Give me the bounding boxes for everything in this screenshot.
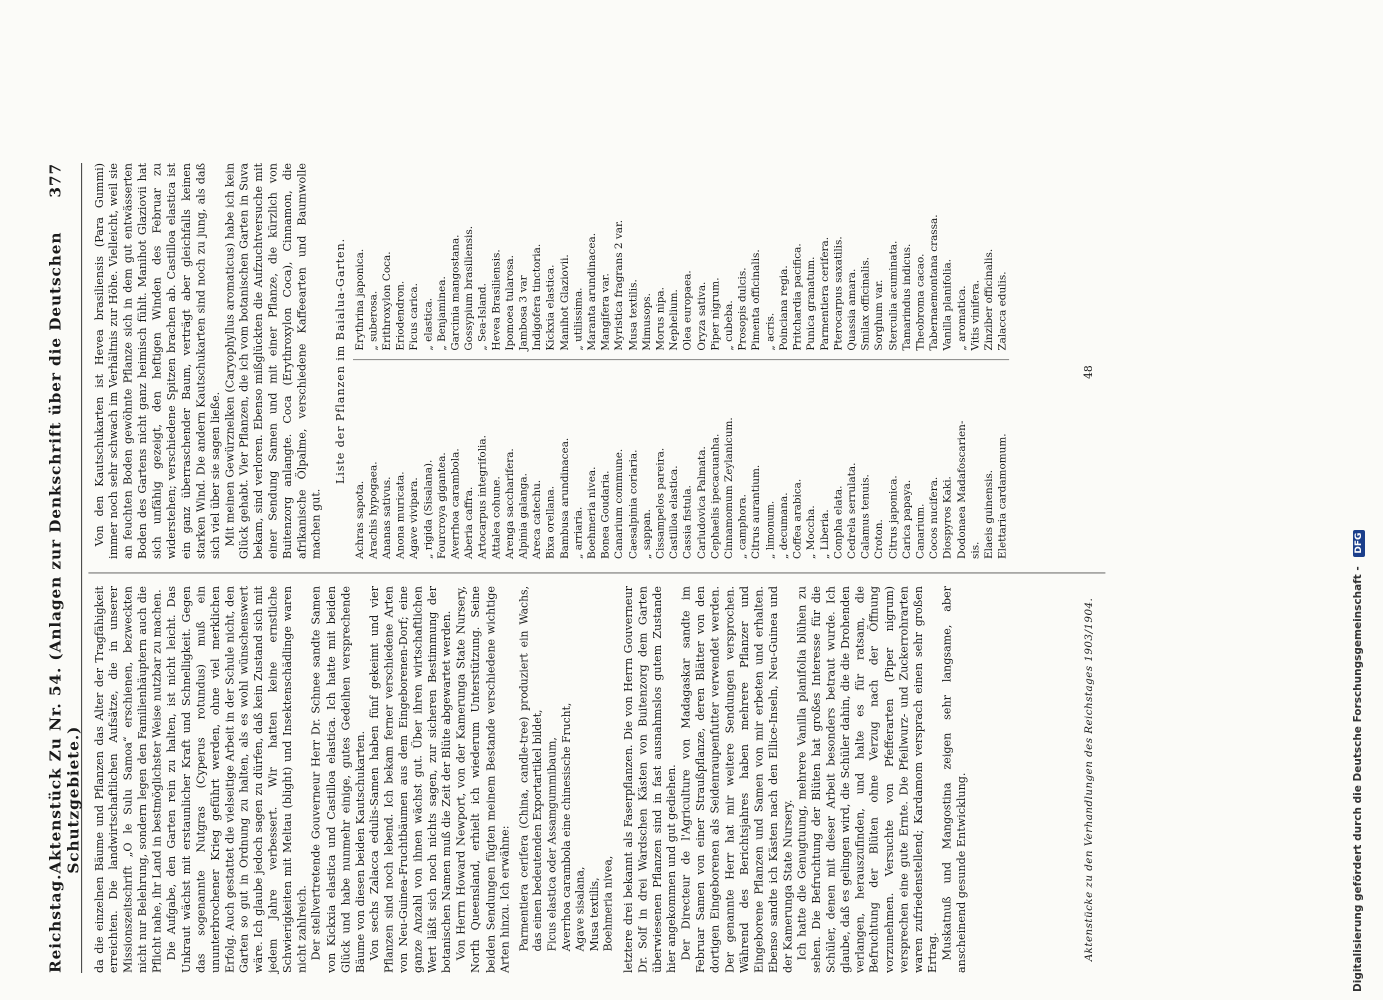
left-column <box>92 586 969 973</box>
plant-list-column-a <box>353 371 1010 559</box>
paragraph: Von Herrn Howard Newport, von der Kamerunga State Nursery, North Queensland, erhielt ich wiederum Unterstützung. Seine beiden Sendungen fügten meinem Bestande verschiedene wichtige Arten hinzu. Ich erwähne: <box>454 586 512 973</box>
plant-list-item: „ aromatica. <box>954 285 968 351</box>
plant-list-item: Aberia caffra. <box>462 486 475 559</box>
plant-list-item: Zalacca edulis. <box>995 271 1009 351</box>
paragraph: Ich hatte die Genugtuung, mehrere Vanilla planifolia blühen zu sehen. Die Befruchtung der Blüten hat großes Interesse für die Schüler, denen mit dieser Arbeit besonders betraut wurde. Ich glaube, daß es gelingen wird, die Schüler dahin, die die Drohenden verlangen, herauszufinden, und halte es für ratsam, die Befruchtung der Blüten ohne Verzug nach der Öffnung vorzunehmen. Versuchte von Pfefferarten (Piper nigrum) versprechen eine gute Ernte. Die Pfeilwurz- und Zuckerrohrarten waren zufriedenstellend; Kardamom versprach einen sehr großen Ertrag. <box>794 586 939 973</box>
plant-list-item: Cassia fistula. <box>681 485 694 559</box>
list-item: Agave sisalana, <box>573 866 587 952</box>
plant-list-item: Cocos nucifera. <box>927 476 940 559</box>
plant-list-item: Vanilla planifolia. <box>940 258 954 351</box>
plant-mention-list <box>517 586 615 951</box>
plant-list-item: Oryza sativa. <box>694 281 708 351</box>
plant-list-item: „ Sea-Island. <box>475 283 489 351</box>
plant-list-item: Carica papaya. <box>899 479 913 559</box>
plant-list-item: Musa textilis. <box>626 279 639 351</box>
plant-list-item: Elaeis guinensis. <box>982 469 995 559</box>
plant-list-item: „ elastica. <box>421 297 434 351</box>
plant-list-item: Croton. <box>872 519 886 559</box>
list-item: Boehmeria nivea, <box>601 855 615 952</box>
plant-list-item: Morus nipa. <box>653 287 667 351</box>
list-item: Averrhoa carambola eine chinesische Frucht, <box>559 702 573 952</box>
paragraph: Von den Kautschukarten ist Hevea brasiliensis (Para Gummi) immer noch sehr schwach im Verhältnis zur Höhe. Vielleicht, weil sie an feuchten Boden gewöhnte Pflanze sich in dem gut entwässerten Boden des Gartens nicht ganz heimisch fühlt. Manihot Glaziovii hat sich unfähig gezeigt, den heftigen Winden des Februar zu widerstehen; verschiedene Spitzen brachen ab. Castilloa elastica ist ein ganz überraschender Baum, verträgt aber gleichfalls keinen starken Wind. Die andern Kautschukarten sind noch zu jung, als daß sich viel über sie sagen ließe. <box>92 163 222 560</box>
plant-list-item: Citrus aurantium. <box>749 464 763 559</box>
page-header <box>47 163 83 973</box>
plant-list-item: Dodonaea Madafoscarien- <box>954 420 968 559</box>
plant-list-item: „ acris. <box>763 312 776 351</box>
plant-list-item: Indigofera tinctoria. <box>530 243 544 351</box>
plant-list-item: Caesalpinia coriaria. <box>626 449 639 559</box>
sidebar-credit-text: Digitalisierung gefördert durch die Deutsche Forschungsgemeinschaft - <box>1352 566 1364 992</box>
plant-list-item: Diospyros Kaki. <box>940 476 954 559</box>
plant-list-item: Erithroxylon Coca. <box>380 251 393 351</box>
plant-list-item: Agave vivipara. <box>407 477 420 559</box>
list-item: Parmentiera cerifera (China, candle-tree) produziert ein Wachs, das einen bedeutenden Exportartikel bildet, <box>517 586 545 952</box>
plant-list-item: „ sappan. <box>639 509 653 559</box>
plant-list-item: „ Moccha. <box>804 505 817 559</box>
plant-list-item: sis. <box>968 541 981 559</box>
plant-list-item: Bixa orellana. <box>544 485 557 559</box>
header-title: Aktenstück Zu Nr. 54. (Anlagen zur Denkschrift über die Deutschen Schutzgebiete.) <box>47 231 83 874</box>
plant-list-item: Mangifera var. <box>598 273 612 351</box>
plant-list-item: Coffea arabica. <box>790 478 804 559</box>
plant-list-item: Quassia amara. <box>845 268 858 351</box>
plant-list-item: Kickxia elastica. <box>544 264 557 351</box>
plant-list-item: Bambusa arundinacea. <box>557 437 571 559</box>
paragraph: Mit meinen Gewürznelken (Caryophyllus aromaticus) habe ich kein Glück gehabt. Vier Pflanzen, die ich vom botanischen Garten in Suva bekam, sind verloren. Ebenso mißglückten die Aufzuchtversuche mit einer Sendung Samen und mit einer Pflanze, die kürzlich von Buitenzorg anlangte. Coca (Erythroxylon Coca), Cinnamon, die afrikanische Ölpalme, verschiedene Kaffeearten und Baumwolle machen gut. <box>222 163 323 560</box>
plant-list-item: „ Liberia. <box>817 509 831 559</box>
plant-list-item: Zinziber officinalis. <box>982 248 995 351</box>
plant-list-item: Vitis vinifera. <box>968 279 981 351</box>
plant-list-item: Cissampelos pareira. <box>653 447 667 559</box>
plant-list-item: Bonea Goudaria. <box>598 470 612 559</box>
plant-list-item: Ipomoea tularosa. <box>503 255 516 351</box>
header-left: Reichstag. <box>47 873 65 973</box>
plant-list-item: Myristica fragrans 2 var. <box>612 219 626 351</box>
plant-list-item: Poinciana regia. <box>776 265 790 351</box>
page-number: 48 <box>1082 365 1095 380</box>
sidebar-credit <box>1352 0 1365 1000</box>
paragraph: Der Directeur de l'Agriculture von Madagaskar sandte im Februar Samen von einer Straußpflanze, deren Blätter von den dortigen Eingeborenen als Seidenraupenfutter verwendet werden. Der genannte Herr hat mir weitere Sendungen versprochen. Während des Berichtsjahres haben mehrere Pflanzer und Eingeborene Pflanzen und Samen von mir erbeten und erhalten. Ebenso sandte ich Kästen nach den Ellice-Inseln, Neu-Guinea und der Kamerunga State Nursery. <box>679 586 794 973</box>
paragraph: Die Aufgabe, den Garten rein zu halten, ist nicht leicht. Das Unkraut wächst mit erstaunlicher Kraft und Schnelligkeit. Gegen das sogenannte Nutgras (Cyperus rotundus) muß ein ununterbrochener Krieg geführt werden, ohne viel merklichen Erfolg. Auch gestattet die vielseitige Arbeit in der Schule nicht, den Garten so gut in Ordnung zu halten, als es wohl wünschenswert wäre. Ich glaube jedoch sagen zu dürfen, daß kein Zustand sich mit jedem Jahre verbessert. Wir hatten keine ernstliche Schwierigkeiten mit Meltau (blight) und Insektenschädlinge waren nicht zahlreich. <box>164 586 309 973</box>
plant-list-item: Castilloa elastica. <box>667 465 680 559</box>
document-page <box>47 136 1235 1000</box>
plant-list-item: Punica granatum. <box>804 256 817 351</box>
plant-list-item: Attalea cohune. <box>489 476 503 559</box>
plant-list-item: Manihot Glaziovii. <box>557 254 571 351</box>
dfg-logo: DFG <box>1353 530 1365 557</box>
header-rule <box>81 163 82 973</box>
plant-list-item: Alpinia galanga. <box>516 473 530 559</box>
plant-list-item: Cinnamomum Zeylanicum. <box>722 417 735 559</box>
plant-list-item: Carludovica Palmata. <box>694 446 708 559</box>
plant-list-item: „ arriaria. <box>571 506 585 559</box>
column-divider <box>88 573 1105 574</box>
plant-list-item: Piper nigrum. <box>708 277 721 351</box>
right-column <box>92 163 1009 559</box>
plant-list-item: Hevea Brasiliensis. <box>489 249 503 351</box>
plant-list-item: Maranta arundinacea. <box>585 232 598 351</box>
header-page-number: 377 <box>47 163 65 198</box>
plant-list-item: „ decumana. <box>776 492 790 559</box>
plant-list-item: Jambosa 3 var <box>516 275 530 351</box>
plant-list-item: Averrhoa carambola. <box>448 448 462 559</box>
list-item: Ficus elastica oder Assamgummibaum, <box>545 737 559 952</box>
plant-list-item: Canarium commune. <box>612 448 626 559</box>
plant-list-item: „ limonum. <box>763 500 776 559</box>
plant-list-item: Gossypium brasiliensis. <box>462 225 475 351</box>
plant-list-item: Cephaelis ipecacuanha. <box>708 433 721 559</box>
digitization-sidebar <box>1346 0 1383 1000</box>
plant-list-item: Tamarindus indicus. <box>899 243 913 351</box>
plant-list-item: Calamus tenuis. <box>858 474 872 559</box>
plant-list-item: Canarium. <box>913 503 927 559</box>
page-footer: Aktenstücke zu den Verhandlungen des Reichstages 1903/1904. <box>1082 597 1095 962</box>
plant-list-item: Fourcroya gigantea. <box>434 452 448 559</box>
plant-list-item: „ Benjaminea. <box>434 276 448 351</box>
plant-list-item: „ cubeba. <box>722 300 735 351</box>
plant-list-item: Eriodendron. <box>393 280 407 351</box>
plant-list-item: Elettaria cardamomum. <box>995 433 1009 559</box>
plant-list <box>353 163 1010 559</box>
plant-list-item: Areca catechu. <box>530 479 544 559</box>
paragraph: Von sechs Zalacca edulis-Samen haben fünf gekeimt und vier Pflanzen sind noch lebend. Ich bekam ferner verschiedene Arten von Neu-Guinea-Fruchtbäumen aus dem Eingeborenen-Dorf; eine ganze Anzahl von ihnen wächst gut. Über ihren wirtschaftlichen Wert läßt sich noch nichts sagen, zur sicheren Bestimmung der botanischen Namen muß die Zeit der Blüte abgewartet werden. <box>367 586 454 973</box>
plant-list-item: Sterculia acuminata. <box>886 240 899 351</box>
plant-list-item: Pterocarpus saxatilis. <box>831 236 845 351</box>
plant-list-item: Achras sapota. <box>352 480 366 559</box>
paragraph: Muskatnuß und Mangostina zeigen sehr langsame, aber anscheinend gesunde Entwicklung. <box>939 586 968 973</box>
plant-list-item: Ficus carica. <box>407 283 420 351</box>
plant-list-item: Olea europaea. <box>681 270 694 351</box>
plant-list-column-b <box>353 163 1010 361</box>
plant-list-item: Garcinia mangostana. <box>448 234 462 351</box>
plant-list-item: Smilax officinalis. <box>858 257 872 351</box>
plant-list-item: Anona muricata. <box>393 471 407 559</box>
plant-list-item: Sorghum var. <box>872 279 886 351</box>
paragraph: da die einzelnen Bäume und Pflanzen das Alter der Tragfähigkeit erreichten. Die landwirtschaftlichen Aufsätze, die in unserer Missionszeitschrift „O le Sulu Samoa“ erschienen, bezweckten nicht nur Belehrung, sondern legen den Familienhäuptern auch die Pflicht nahe, ihr Land in bestmöglichster Weise nutzbar zu machen. <box>92 586 164 973</box>
plant-list-item: Erythrina japonica. <box>352 248 366 351</box>
plant-list-item: „ utilissima. <box>571 287 585 351</box>
plant-list-item: Theobroma cacao. <box>913 253 927 351</box>
paragraph: Der stellvertretende Gouverneur Herr Dr. Schnee sandte Samen von Kickxia elastica und Castilloa elastica. Ich hatte mit beiden Glück und habe nunmehr einige, gutes Gedeihen versprechende Bäume von diesen beiden Kautschukarten. <box>309 586 367 973</box>
plant-list-item: Arachis hypogaea. <box>366 461 379 559</box>
plant-list-item: „ suberosa. <box>366 290 379 351</box>
paragraph: letztere drei bekannt als Faserpflanzen. Die von Herrn Gouverneur Dr. Solf in drei Wardschen Kästen von Buitenzorg dem Garten überwiesenen Pflanzen sind in fast ausnahmslos gutem Zustande hier angekommen und gut gediehen. <box>621 586 679 973</box>
list-item: Musa textilis, <box>587 877 601 952</box>
plant-list-item: Parmentiera cerifera. <box>817 236 831 351</box>
plant-list-item: Nephelium. <box>667 289 680 351</box>
plant-list-item: Conpha elata. <box>831 485 845 559</box>
plant-list-item: Arenga saccharifera. <box>503 448 516 559</box>
plant-list-heading: Liste der Pflanzen im Baialua-Garten. <box>332 237 347 485</box>
plant-list-item: Artocarpus integrifolia. <box>475 435 489 559</box>
plant-list-item: Mimusops. <box>639 293 653 351</box>
plant-list-item: Cedrela serrulata. <box>845 462 858 559</box>
plant-list-item: „ rigida (Sisalana). <box>421 459 434 559</box>
plant-list-item: „ camphora. <box>735 494 749 559</box>
plant-list-item: Pritchardia pacifica. <box>790 243 804 351</box>
plant-list-item: Boehmeria nivea. <box>585 466 598 559</box>
plant-list-item: Pimenta officinalis. <box>749 249 763 351</box>
plant-list-item: Citrus japonica. <box>886 475 899 559</box>
plant-list-item: Prosopis dulcis. <box>735 267 749 351</box>
plant-list-item: Tabernaemontana crassa. <box>927 214 940 351</box>
plant-list-item: Ananas sativus. <box>380 476 393 559</box>
